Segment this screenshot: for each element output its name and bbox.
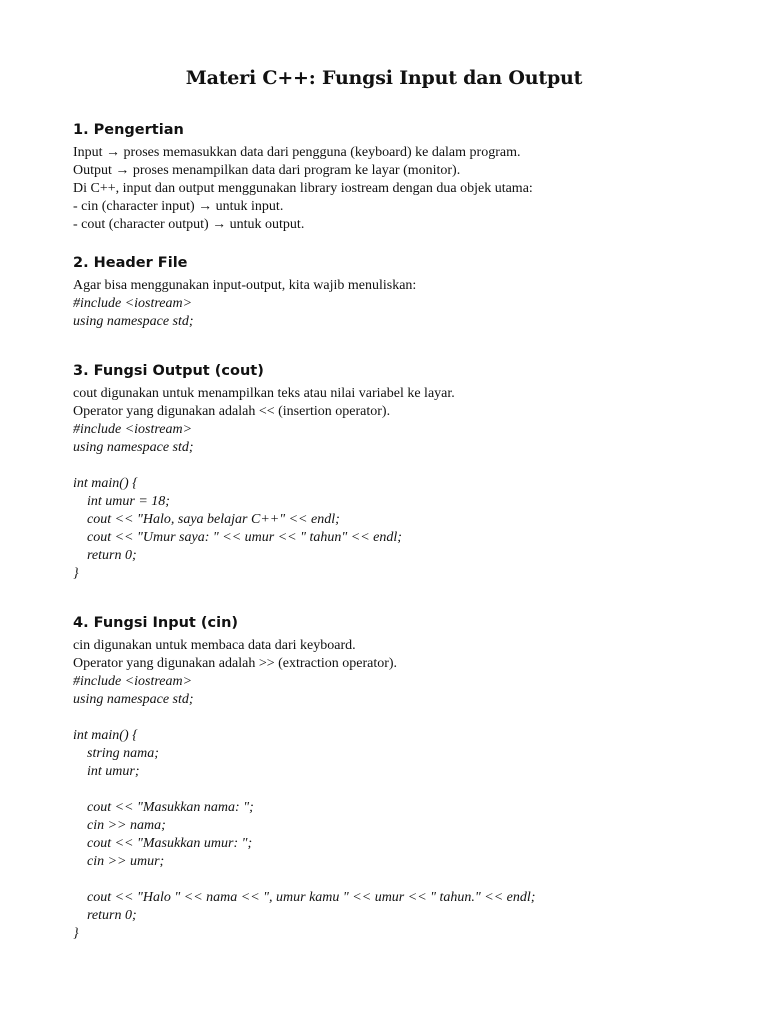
code-line: int umur; bbox=[73, 764, 140, 779]
code-line: cout << "Umur saya: " << umur << " tahun" << endl; bbox=[73, 530, 402, 545]
code-line: using namespace std; bbox=[73, 314, 194, 329]
code-line: return 0; bbox=[73, 548, 137, 563]
body-text-line: Input → proses memasukkan data dari pengguna (keyboard) ke dalam program. bbox=[73, 145, 521, 160]
body-text-line: cout digunakan untuk menampilkan teks atau nilai variabel ke layar. bbox=[73, 386, 455, 401]
code-line: using namespace std; bbox=[73, 440, 194, 455]
body-text-line: - cout (character output) → untuk output. bbox=[73, 217, 305, 232]
body-text-line: Output → proses menampilkan data dari program ke layar (monitor). bbox=[73, 163, 461, 178]
body-text-line: - cin (character input) → untuk input. bbox=[73, 199, 284, 214]
code-line: cin >> nama; bbox=[73, 818, 166, 833]
body-text-line: Operator yang digunakan adalah << (insertion operator). bbox=[73, 404, 391, 419]
section-heading: 1. Pengertian bbox=[73, 122, 184, 138]
code-line: cout << "Masukkan nama: "; bbox=[73, 800, 254, 815]
code-line: } bbox=[73, 566, 79, 581]
section-heading: 2. Header File bbox=[73, 255, 188, 271]
code-line: int umur = 18; bbox=[73, 494, 170, 509]
code-line: } bbox=[73, 926, 79, 941]
code-line: return 0; bbox=[73, 908, 137, 923]
code-line: int main() { bbox=[73, 476, 138, 491]
code-line: int main() { bbox=[73, 728, 138, 743]
code-line: #include <iostream> bbox=[73, 422, 193, 437]
section-heading: 4. Fungsi Input (cin) bbox=[73, 615, 239, 631]
code-line: cout << "Halo " << nama << ", umur kamu " << umur << " tahun." << endl; bbox=[73, 890, 536, 905]
document-title: Materi C++: Fungsi Input dan Output bbox=[185, 67, 583, 89]
body-text-line: cin digunakan untuk membaca data dari keyboard. bbox=[73, 638, 356, 653]
code-line: string nama; bbox=[73, 746, 159, 761]
code-line: #include <iostream> bbox=[73, 674, 193, 689]
code-line: cout << "Masukkan umur: "; bbox=[73, 836, 253, 851]
code-line: #include <iostream> bbox=[73, 296, 193, 311]
code-line: cin >> umur; bbox=[73, 854, 165, 869]
body-text-line: Operator yang digunakan adalah >> (extraction operator). bbox=[73, 656, 398, 671]
code-line: using namespace std; bbox=[73, 692, 194, 707]
body-text-line: Di C++, input dan output menggunakan library iostream dengan dua objek utama: bbox=[73, 181, 533, 196]
body-text-line: Agar bisa menggunakan input-output, kita wajib menuliskan: bbox=[73, 278, 417, 293]
code-line: cout << "Halo, saya belajar C++" << endl; bbox=[73, 512, 340, 527]
section-heading: 3. Fungsi Output (cout) bbox=[73, 363, 264, 379]
